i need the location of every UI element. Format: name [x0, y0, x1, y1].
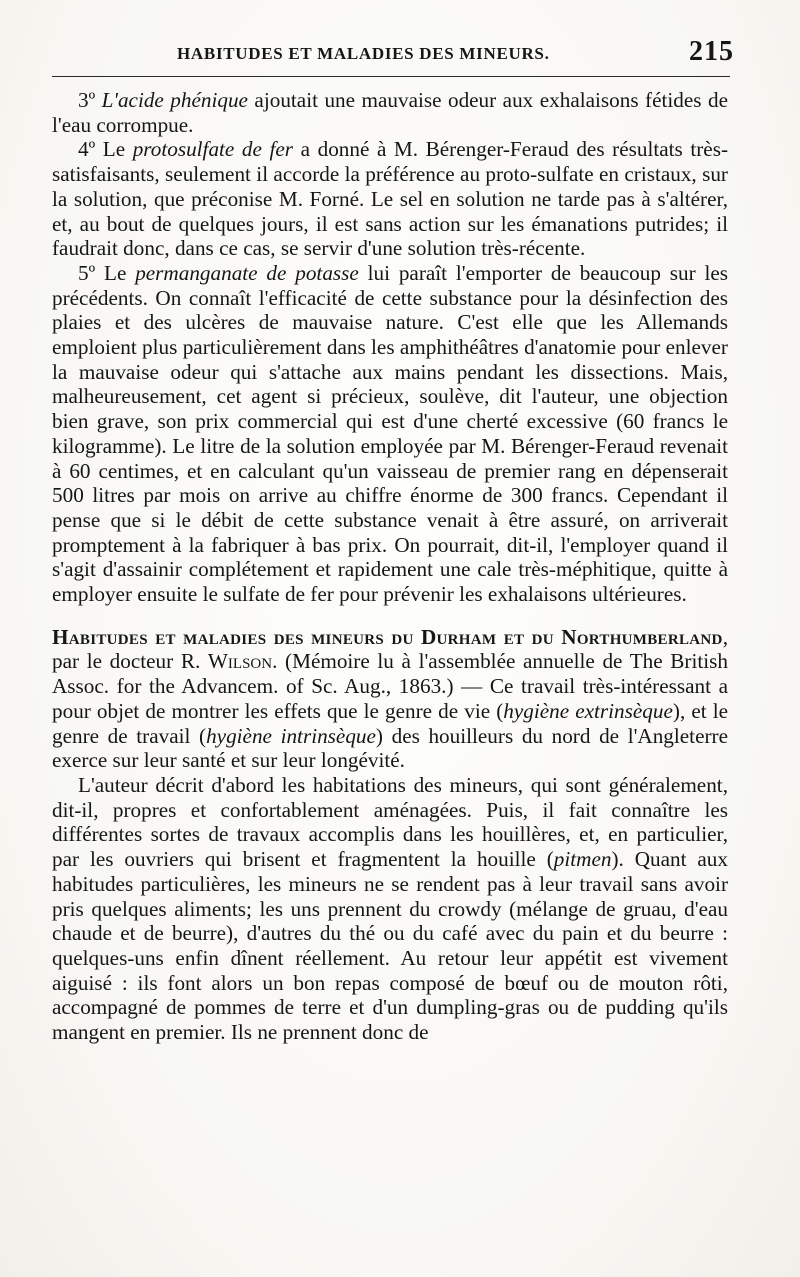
paragraph-text: ajoutait une mauvaise odeur aux exhalaisons fétides de l'eau corrompue. — [52, 88, 728, 137]
page-number: 215 — [689, 36, 734, 67]
byline-lead: , par le docteur R. — [52, 624, 728, 674]
term-italic: L'acide phénique — [101, 88, 248, 112]
item-number: 4º — [78, 137, 96, 162]
term-italic: permanganate de potasse — [135, 260, 359, 285]
page-body — [52, 88, 728, 1045]
paragraph-habitations — [52, 773, 728, 1045]
paragraph-text: . (Mémoire lu à l'assemblée annuelle de The British Assoc. for the Advancem. of Sc. Aug., 1863.) — Ce travail très-intéressant a pour objet de montrer les effets que le genre de vie ( — [52, 649, 728, 723]
term-italic: pitmen — [553, 847, 612, 872]
paragraph-protosulfate — [52, 137, 728, 261]
paragraph-permanganate — [52, 261, 728, 607]
paragraph-article-intro — [52, 625, 728, 773]
paragraph-text: ), et le genre de travail ( — [52, 698, 728, 748]
term-italic: hygiène extrinsèque — [503, 698, 673, 723]
term-italic: hygiène intrinsèque — [206, 723, 376, 748]
item-number: 5º — [78, 260, 96, 285]
page-header — [52, 36, 734, 77]
paragraph-text: L'auteur décrit d'abord les habitations des mineurs, qui sont généralement, dit-il, propres et confortablement aménagées. Puis, il fait connaître les différentes sortes de travaux accomplis dans les houillères, et, en particulier, par les ouvriers qui brisent et fragmentent la houille ( — [52, 772, 728, 872]
term-italic: protosulfate de fer — [132, 137, 294, 162]
lead-text: Le — [102, 137, 133, 162]
paragraph-text: lui paraît l'emporter de beaucoup sur les précédents. On connaît l'efficacité de cette substance pour la désinfection des plaies et des ulcères de mauvaise nature. C'est elle que les Allemands emploient plus particulièrement dans les amphithéâtres d'anatomie pour enlever la mauvaise odeur qui s'attache aux mains pendant les dissections. Mais, malheureusement, cet agent si précieux, soulève, dit l'auteur, une objection bien grave, son prix commercial qui est d'une cherté excessive (60 francs le kilogramme). Le litre de la solution employée par M. Bérenger-Feraud revenait à 60 centimes, et en calculant qu'un vaisseau de premier rang en dépenserait 500 litres par mois on arrive au chiffre énorme de 300 francs. Cependant il pense que si le débit de cette substance venait à être assuré, on arriverait promptement à la fabriquer à bas prix. On pourrait, dit-il, l'employer quand il s'agit d'assainir complétement et rapidement une cale très-méphitique, quitte à employer ensuite le sulfate de fer pour prévenir les exhalaisons ultérieures. — [52, 260, 728, 607]
paragraph-text: a donné à M. Bérenger-Feraud des résultats très-satisfaisants, seulement il accorde la préférence au proto-sulfate en cristaux, sur la solution, que préconise M. Forné. Le sel en solution ne tarde pas à s'altérer, et, au bout de quelques jours, il est sans action sur les émanations putrides; il faudrait donc, dans ce cas, se servir d'une solution très-récente. — [52, 137, 728, 261]
running-head: HABITUDES ET MALADIES DES MINEURS. — [177, 44, 550, 63]
paragraph-text: ) des houilleurs du nord de l'Angleterre exerce sur leur santé et sur leur longévité. — [52, 723, 728, 773]
lead-text: Le — [104, 260, 136, 285]
section-spacer — [52, 607, 728, 625]
paragraph-text: ). Quant aux habitudes particulières, les mineurs ne se rendent pas à leur travail sans avoir pris quelques aliments; les uns prennent du crowdy (mélange de gruau, d'eau chaude et de beurre), d'autres du thé ou du café avec du pain et du beurre : quelques-uns enfin dînent réellement. Au retour leur appétit est vivement aiguisé : ils font alors un bon repas composé de bœuf ou de mouton rôti, accompagné de pommes de terre et d'un dumpling-gras ou de pudding qu'ils mangent en premier. Ils ne prennent donc de — [52, 847, 728, 1045]
author-name: Wilson — [207, 649, 273, 674]
item-number: 3º — [78, 88, 96, 112]
article-title: Habitudes et maladies des mineurs du Durham et du Northumberland — [52, 624, 723, 649]
paragraph-acide-phenique — [52, 88, 728, 137]
